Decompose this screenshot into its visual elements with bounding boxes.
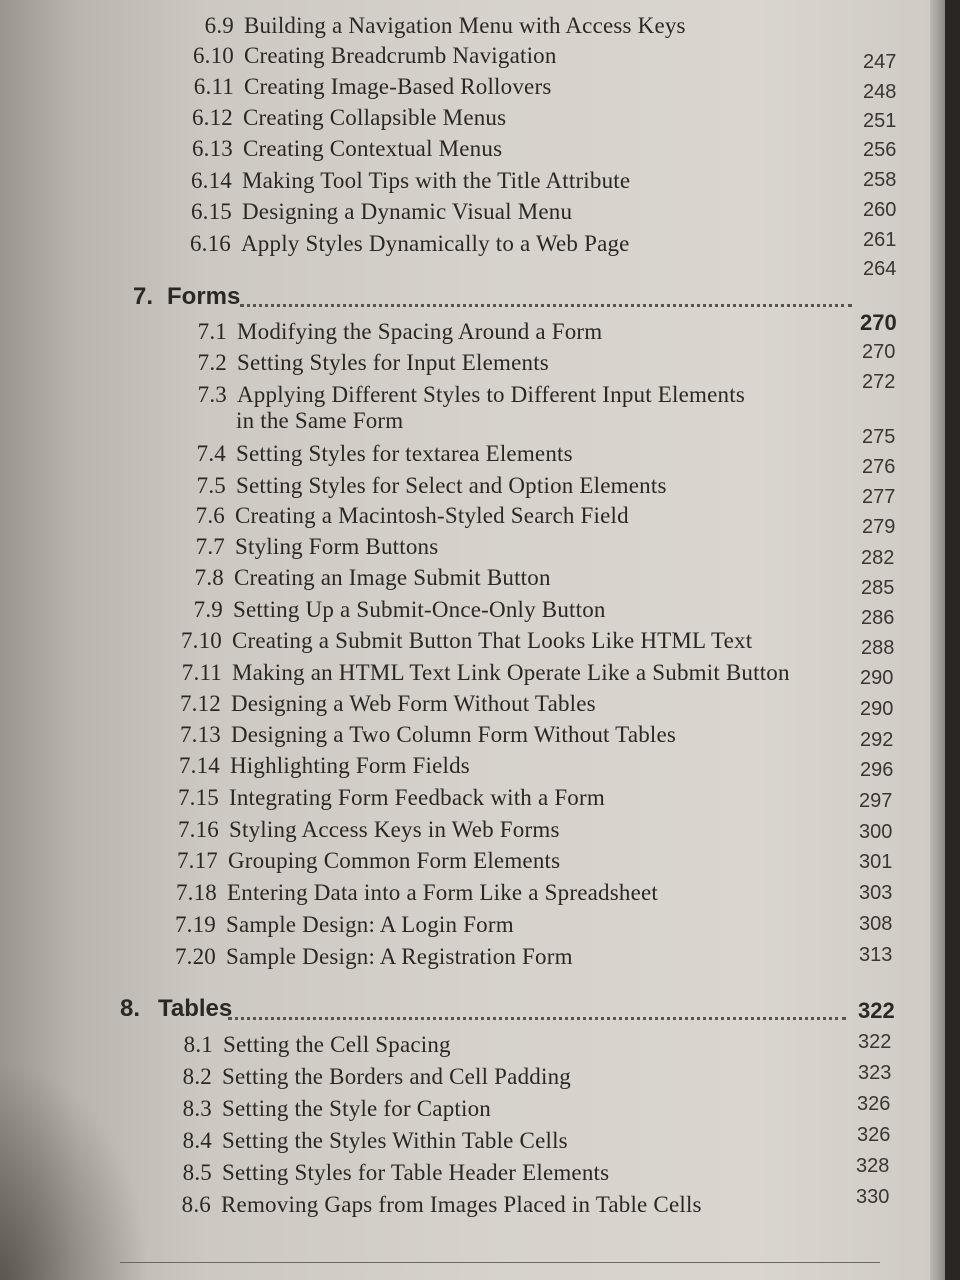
chapter-title: Tables [158, 995, 233, 1022]
entry-title: Creating Image-Based Rollovers [244, 74, 552, 99]
page-number: 264 [863, 258, 897, 280]
toc-entry [172, 847, 560, 875]
entry-number: 6.10 [192, 43, 234, 68]
entry-title: Styling Access Keys in Web Forms [229, 817, 560, 842]
toc-entry [189, 596, 606, 624]
entry-number: 7.3 [197, 382, 227, 407]
entry-number: 7.1 [197, 319, 227, 344]
entry-number: 7.7 [195, 534, 225, 559]
chapter-number: 7. [133, 283, 154, 310]
entry-number: 8.3 [182, 1096, 212, 1121]
toc-entry [174, 752, 470, 780]
page-number: 313 [859, 944, 893, 966]
toc-entry [182, 1095, 491, 1123]
toc-entry [191, 502, 629, 530]
entry-title: Designing a Dynamic Visual Menu [242, 199, 573, 224]
entry-number: 7.16 [177, 817, 219, 842]
chapter-page-number: 322 [858, 998, 895, 1023]
page-number: 303 [859, 882, 893, 904]
entry-number: 7.20 [174, 944, 216, 969]
entry-title: Setting Styles for textarea Elements [236, 441, 573, 466]
toc-entry [182, 1159, 609, 1187]
entry-number: 6.12 [191, 105, 233, 130]
page-number: 258 [863, 169, 897, 191]
page-number: 296 [860, 759, 894, 781]
entry-title: Modifying the Spacing Around a Form [237, 319, 603, 344]
entry-number: 7.5 [196, 473, 226, 498]
page-number: 292 [860, 729, 894, 751]
chapter-page-number: 270 [860, 310, 897, 335]
toc-entry [200, 12, 686, 40]
chapter-heading [120, 995, 232, 1023]
page-number: 290 [860, 698, 894, 720]
toc-entry [193, 349, 549, 377]
toc-entry [183, 1031, 451, 1059]
entry-number: 7.12 [179, 691, 221, 716]
toc-entry [175, 690, 596, 718]
entry-title: Styling Form Buttons [235, 534, 439, 559]
entry-number: 7.19 [174, 912, 216, 937]
entry-title: Making an HTML Text Link Operate Like a Submit Button [232, 660, 790, 685]
toc-entry [191, 533, 438, 561]
entry-number: 7.2 [197, 350, 227, 375]
page-number: 286 [861, 607, 895, 629]
toc-entry [187, 42, 557, 70]
entry-title: Setting Styles for Input Elements [237, 350, 549, 375]
entry-number: 8.6 [181, 1192, 211, 1217]
page-number: 297 [859, 790, 893, 812]
entry-number: 7.4 [196, 441, 226, 466]
entry-title: Creating a Submit Button That Looks Like HTML Text [232, 628, 753, 653]
entry-title: Creating Collapsible Menus [243, 105, 507, 130]
toc-entry [173, 816, 560, 844]
toc-entry [192, 440, 573, 468]
entry-number: 6.9 [204, 13, 234, 38]
dot-leader [228, 1017, 846, 1020]
entry-number: 8.4 [182, 1128, 212, 1153]
chapter-number: 8. [120, 995, 141, 1022]
page-number: 256 [863, 139, 897, 161]
entry-title: Setting the Style for Caption [222, 1096, 491, 1121]
page-number: 330 [856, 1186, 890, 1208]
entry-number: 6.15 [190, 199, 232, 224]
page-number: 277 [862, 486, 896, 508]
entry-number: 8.5 [182, 1160, 212, 1185]
page-number: 261 [863, 229, 897, 251]
toc-entry [192, 472, 667, 500]
page-number: 308 [859, 913, 893, 935]
page-number: 247 [863, 51, 897, 73]
entry-number: 7.13 [179, 722, 221, 747]
entry-title: Designing a Two Column Form Without Tables [231, 722, 677, 747]
entry-title: Creating an Image Submit Button [234, 565, 551, 590]
entry-title: Apply Styles Dynamically to a Web Page [241, 231, 630, 256]
toc-entry [176, 627, 752, 655]
page-number: 279 [862, 516, 896, 538]
toc-entry [170, 911, 514, 939]
toc-entry [173, 784, 605, 812]
toc-entry [182, 1127, 568, 1155]
page-number: 275 [862, 426, 896, 448]
entry-number: 7.14 [178, 753, 220, 778]
chapter-title: Forms [167, 283, 241, 310]
toc-entry-continuation [236, 407, 403, 435]
entry-title: Creating Contextual Menus [243, 136, 503, 161]
entry-number: 7.15 [177, 785, 219, 810]
dot-leader [240, 304, 852, 307]
toc-entry [193, 381, 745, 409]
entry-title: Building a Navigation Menu with Access Keys [244, 13, 686, 38]
page-number: 272 [862, 371, 896, 393]
page-number: 300 [859, 821, 893, 843]
entry-number: 7.6 [195, 503, 225, 528]
entry-title: Setting the Borders and Cell Padding [222, 1064, 571, 1089]
entry-title: Sample Design: A Login Form [226, 912, 514, 937]
page-number: 323 [858, 1062, 892, 1084]
page-number: 288 [861, 637, 895, 659]
toc-entry [171, 879, 658, 907]
page-number: 260 [863, 199, 897, 221]
toc-entry [175, 721, 676, 749]
page-number: 251 [863, 110, 897, 132]
toc-entry [185, 198, 572, 226]
entry-title: Setting Up a Submit-Once-Only Button [233, 597, 606, 622]
toc-entry [170, 943, 573, 971]
entry-title: Setting the Styles Within Table Cells [222, 1128, 568, 1153]
entry-number: 7.9 [193, 597, 223, 622]
page-number: 248 [863, 81, 897, 103]
page-number: 270 [862, 341, 896, 363]
entry-number: 6.16 [189, 231, 231, 256]
toc-entry [193, 318, 602, 346]
entry-number: 8.2 [182, 1064, 212, 1089]
entry-title: Designing a Web Form Without Tables [231, 691, 596, 716]
toc-entry [190, 564, 551, 592]
toc-entry [181, 1191, 702, 1219]
entry-number: 8.1 [183, 1032, 213, 1057]
toc-entry [182, 1063, 571, 1091]
entry-title: Sample Design: A Registration Form [226, 944, 573, 969]
toc-entry [184, 230, 630, 258]
entry-title: Entering Data into a Form Like a Spreadsheet [227, 880, 658, 905]
page-number: 326 [857, 1124, 891, 1146]
entry-number: 7.10 [180, 628, 222, 653]
toc-entry [185, 167, 630, 195]
page-number: 282 [861, 547, 895, 569]
page-number: 290 [860, 667, 894, 689]
chapter-heading [133, 283, 240, 311]
footer-rule [120, 1262, 880, 1263]
page-number: 326 [857, 1093, 891, 1115]
page-number: 328 [856, 1155, 890, 1177]
toc-entry [187, 73, 551, 101]
toc-entry [176, 659, 790, 687]
entry-number: 7.8 [194, 565, 224, 590]
entry-title: Creating Breadcrumb Navigation [244, 43, 557, 68]
entry-title: Setting the Cell Spacing [223, 1032, 451, 1057]
entry-title: Setting Styles for Table Header Elements [222, 1160, 610, 1185]
entry-title: Setting Styles for Select and Option Elements [236, 473, 667, 498]
entry-title: Grouping Common Form Elements [228, 848, 561, 873]
entry-title: Creating a Macintosh-Styled Search Field [235, 503, 629, 528]
page-number: 285 [861, 577, 895, 599]
entry-number: 6.13 [191, 136, 233, 161]
page-number: 301 [859, 851, 893, 873]
entry-title: Applying Different Styles to Different Input Elements [237, 382, 745, 407]
entry-title: Integrating Form Feedback with a Form [229, 785, 605, 810]
entry-number: 6.14 [190, 168, 232, 193]
entry-number: 7.11 [181, 660, 222, 685]
entry-number: 7.18 [175, 880, 217, 905]
entry-title: in the Same Form [236, 408, 404, 433]
entry-title: Removing Gaps from Images Placed in Table Cells [221, 1192, 702, 1217]
toc-entry [186, 104, 506, 132]
entry-title: Highlighting Form Fields [230, 753, 470, 778]
page-number: 276 [862, 456, 896, 478]
toc-entry [186, 135, 502, 163]
entry-title: Making Tool Tips with the Title Attribute [242, 168, 631, 193]
entry-number: 6.11 [193, 74, 234, 99]
entry-number: 7.17 [176, 848, 218, 873]
page-number: 322 [858, 1031, 892, 1053]
